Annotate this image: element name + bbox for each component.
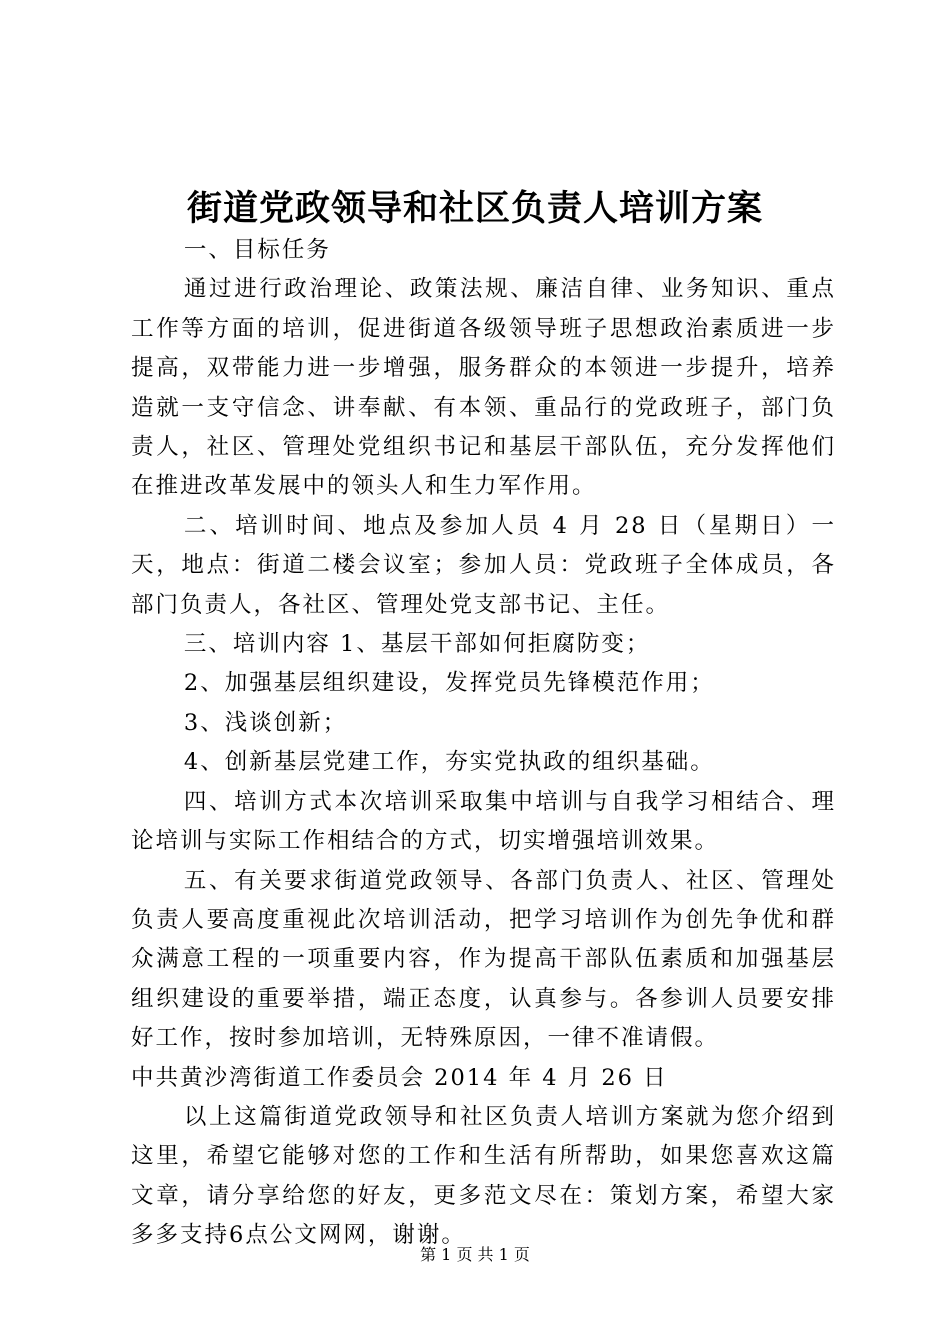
document-title: 街道党政领导和社区负责人培训方案: [186, 188, 763, 229]
paragraph-requirements: 五、有关要求街道党政领导、各部门负责人、社区、管理处负责人要高度重视此次培训活动，把学习培训作为创先争优和群众满意工程的一项重要内容，作为提高干部队伍素质和加强基层组织建设的重要举措，端正态度，认真参与。各参训人员要安排好工作，按时参加培训，无特殊原因，一律不准请假。: [131, 867, 836, 1052]
page-number-footer: 第 1 页 共 1 页: [420, 1245, 530, 1264]
paragraph-content-4: 4、创新基层党建工作，夯实党执政的组织基础。: [183, 749, 715, 776]
paragraph-signature-date: 中共黄沙湾街道工作委员会 2014 年 4 月 26 日: [131, 1064, 668, 1091]
paragraph-content-3: 3、浅谈创新；: [183, 709, 348, 736]
paragraph-closing: 以上这篇街道党政领导和社区负责人培训方案就为您介绍到这里，希望它能够对您的工作和生活有所帮助，如果您喜欢这篇文章，请分享给您的好友，更多范文尽在：策划方案，希望大家多多支持6点公文网网，谢谢。: [131, 1103, 836, 1249]
paragraph-time-place: 二、培训时间、地点及参加人员 4 月 28 日（星期日）一天，地点：街道二楼会议室；参加人员：党政班子全体成员，各部门负责人，各社区、管理处党支部书记、主任。: [131, 512, 836, 618]
document-body: [131, 231, 836, 1256]
paragraph-content-1: 三、培训内容 1、基层干部如何拒腐防变；: [183, 631, 651, 658]
paragraph-method: 四、培训方式本次培训采取集中培训与自我学习相结合、理论培训与实际工作相结合的方式，切实增强培训效果。: [131, 788, 836, 855]
section-heading-goals: 一、目标任务: [183, 237, 331, 263]
paragraph-goals: 通过进行政治理论、政策法规、廉洁自律、业务知识、重点工作等方面的培训，促进街道各级领导班子思想政治素质进一步提高，双带能力进一步增强，服务群众的本领进一步提升，培养造就一支守信念、讲奉献、有本领、重品行的党政班子，部门负责人，社区、管理处党组织书记和基层干部队伍，充分发挥他们在推进改革发展中的领头人和生力军作用。: [131, 276, 836, 500]
paragraph-content-2: 2、加强基层组织建设，发挥党员先锋模范作用；: [183, 670, 715, 697]
